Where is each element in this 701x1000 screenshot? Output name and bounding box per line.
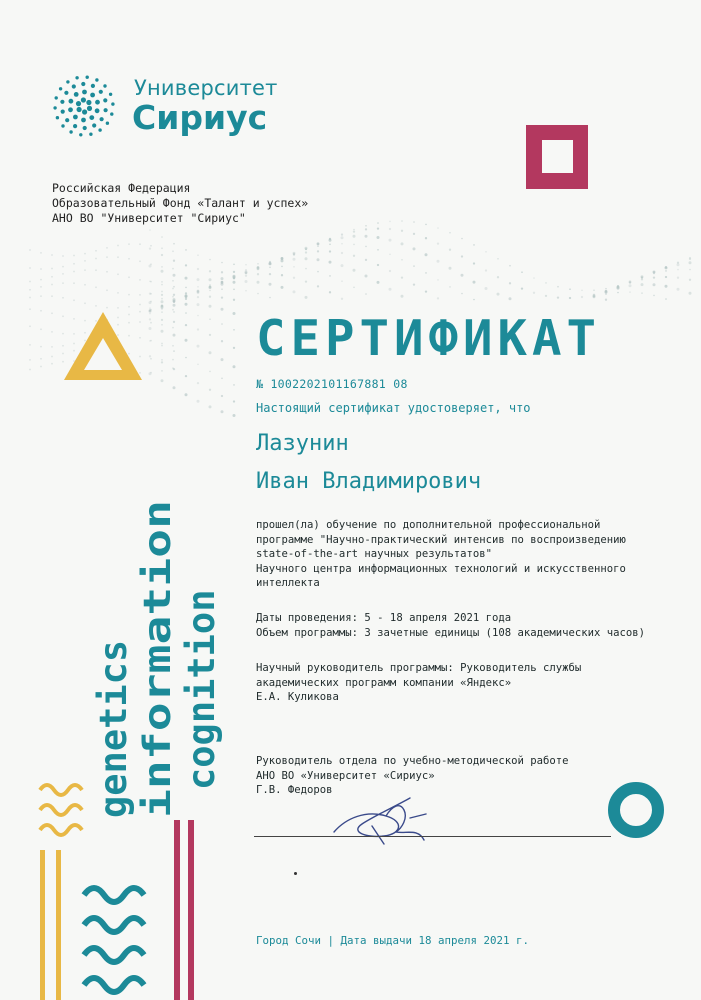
teal-ring-decoration [608,782,664,838]
side-word-information: information [136,572,179,818]
program-dates: Даты проведения: 5 - 18 апреля 2021 года [256,612,512,624]
footer-place-date: Город Сочи | Дата выдачи 18 апреля 2021 г. [256,934,530,947]
signature-line [254,836,611,837]
issuer-line-country: Российская Федерация [52,181,191,195]
head-line: АНО ВО «Университет «Сириус» [256,769,435,782]
gold-triangle-icon [62,310,144,382]
maroon-square-frame [526,125,588,189]
certifies-text: Настоящий сертификат удостоверяет, что [256,401,531,415]
recipient-surname: Лазунин [256,431,349,456]
head-name: Г.В. Федоров [256,784,333,796]
supervisor-line: Научный руководитель программы: Руководитель службы [256,662,582,674]
program-description [256,518,676,591]
program-line: прошел(ла) обучение по дополнительной профессиональной [256,519,601,531]
scientific-supervisor [256,661,676,705]
signature [326,788,436,850]
sirius-logo [50,70,290,140]
program-line: Научного центра информационных технологий и искусственного [256,562,626,575]
program-volume: Объем программы: 3 зачетные единицы (108 академических часов) [256,626,646,639]
supervisor-line: академических программ компании «Яндекс» [256,676,512,689]
logo-text-university: Университет [134,76,278,100]
program-line: интеллекта [256,577,320,589]
issuer-block [52,181,308,226]
head-line: Руководитель отдела по учебно-методической работе [256,755,569,767]
program-details [256,611,676,640]
recipient-given-names: Иван Владимирович [256,469,482,494]
program-line: state-of-the-art научных результатов" [256,548,492,560]
dot-mark [294,872,297,875]
department-head [256,754,676,798]
side-word-genetics: genetics [92,639,135,818]
issuer-line-university: АНО ВО "Университет "Сириус" [52,211,246,225]
logo-text-sirius: Сириус [132,98,268,137]
certificate-number: № 1002202101167881 08 [256,377,408,391]
issuer-line-fund: Образовательный Фонд «Талант и успех» [52,196,309,210]
supervisor-name: Е.А. Куликова [256,691,339,703]
certificate-title: СЕРТИФИКАТ [256,310,602,367]
program-line: программе "Научно-практический интенсив по воспроизведению [256,533,626,546]
sirius-dots-icon [50,72,118,140]
decorative-waves-and-bars [34,770,204,1000]
square-hole [542,140,573,173]
side-word-cognition: cognition [180,589,223,790]
